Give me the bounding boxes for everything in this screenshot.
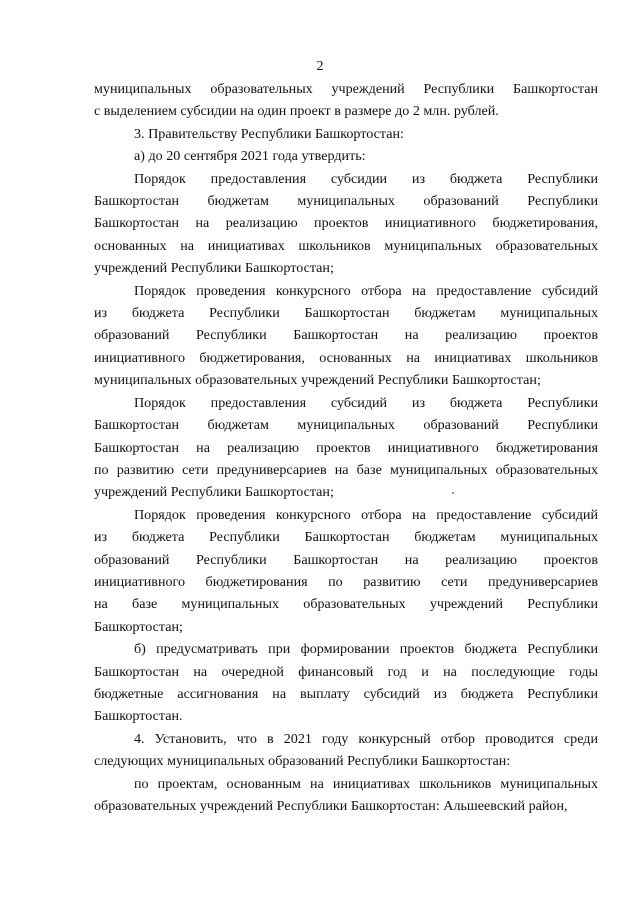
text-line: а) до 20 сентября 2021 года утвердить:	[134, 148, 366, 165]
text-line: Башкортостан бюджетам муниципальных образований Республики	[94, 193, 598, 210]
text-line: Башкортостан на реализацию проектов инициативного бюджетирования	[94, 439, 598, 456]
paragraph	[94, 504, 598, 638]
paragraph	[94, 168, 598, 280]
paragraph	[94, 392, 598, 504]
text-line: муниципальных образовательных учреждений Республики Башкортостан;	[94, 372, 541, 389]
text-line: б) предусматривать при формировании проектов бюджета Республики	[134, 641, 598, 658]
text-line: образований Республики Башкортостан на реализацию проектов	[94, 551, 598, 568]
text-line: Порядок проведения конкурсного отбора на предоставление субсидий	[134, 506, 598, 523]
text-line: на базе муниципальных образовательных учреждений Республики	[94, 596, 598, 613]
text-line: Башкортостан на реализацию проектов инициативного бюджетирования,	[94, 215, 598, 232]
paragraph	[94, 638, 598, 728]
paragraph	[94, 728, 598, 773]
text-line: учреждений Республики Башкортостан;	[94, 484, 334, 501]
text-line: муниципальных образовательных учреждений Республики Башкортостан	[94, 81, 598, 97]
paragraph	[94, 145, 598, 167]
text-line: следующих муниципальных образований Республики Башкортостан:	[94, 753, 511, 770]
text-line: 3. Правительству Республики Башкортостан:	[134, 125, 404, 142]
text-line: инициативного бюджетирования, основанных на инициативах школьников	[94, 349, 598, 366]
text-line: из бюджета Республики Башкортостан бюджетам муниципальных	[94, 305, 598, 322]
text-line: Башкортостан;	[94, 618, 183, 635]
text-line: Башкортостан.	[94, 708, 183, 725]
text-line: с выделением субсидии на один проект в размере до 2 млн. рублей.	[94, 103, 499, 120]
text-line: по развитию сети предуниверсариев на базе муниципальных образовательных	[94, 461, 598, 478]
paragraph	[94, 280, 598, 392]
document-body	[94, 78, 598, 817]
scan-speck	[452, 492, 454, 494]
text-line: Башкортостан на очередной финансовый год и на последующие годы	[94, 663, 598, 680]
text-line: Порядок проведения конкурсного отбора на предоставление субсидий	[134, 282, 598, 299]
text-line: образований Республики Башкортостан на реализацию проектов	[94, 327, 598, 344]
text-line: 4. Установить, что в 2021 году конкурсный отбор проводится среди	[134, 730, 598, 747]
paragraph	[94, 773, 598, 818]
text-line: образовательных учреждений Республики Башкортостан: Альшеевский район,	[94, 798, 568, 814]
text-line: Порядок предоставления субсидии из бюджета Республики	[134, 170, 598, 187]
text-line: учреждений Республики Башкортостан;	[94, 260, 334, 277]
text-line: Порядок предоставления субсидий из бюджета Республики	[134, 394, 598, 411]
paragraph	[94, 123, 598, 145]
paragraph	[94, 78, 598, 123]
text-line: инициативного бюджетирования по развитию сети предуниверсариев	[94, 573, 598, 590]
text-line: основанных на инициативах школьников муниципальных образовательных	[94, 237, 598, 254]
text-line: Башкортостан бюджетам муниципальных образований Республики	[94, 417, 598, 434]
text-line: из бюджета Республики Башкортостан бюджетам муниципальных	[94, 529, 598, 546]
text-line: по проектам, основанным на инициативах школьников муниципальных	[134, 775, 598, 792]
text-line: бюджетные ассигнования на выплату субсидий из бюджета Республики	[94, 685, 598, 702]
page-number: 2	[316, 59, 324, 74]
